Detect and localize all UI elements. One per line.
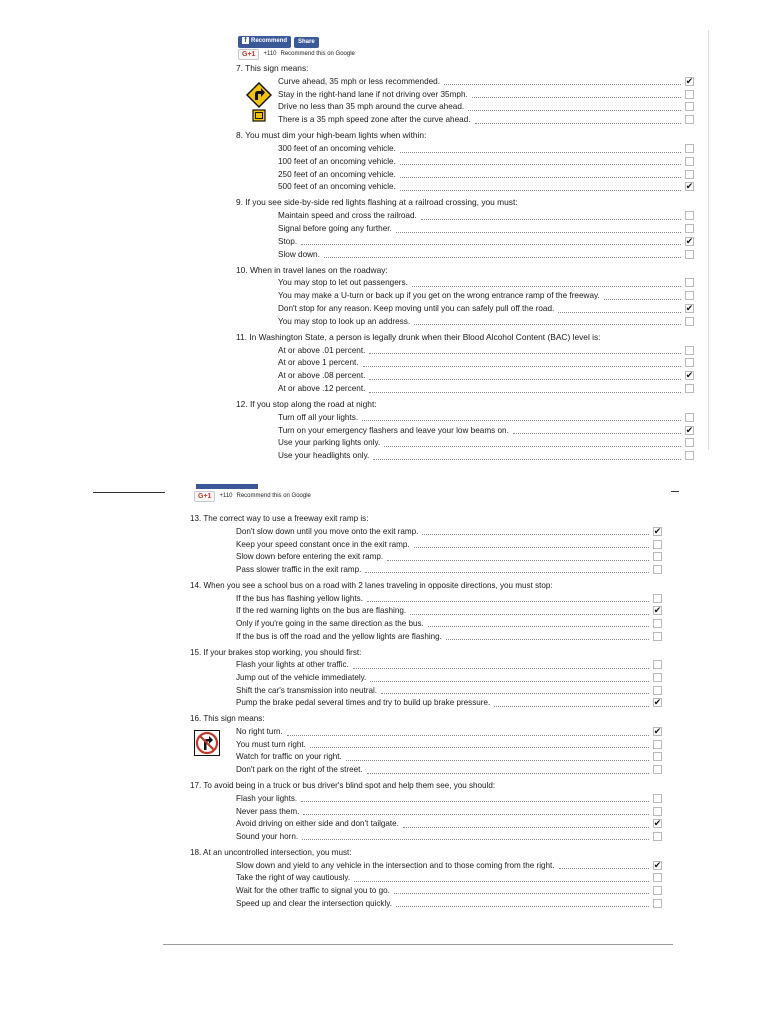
dot-leader: [412, 279, 681, 287]
answer-text: Flash your lights.: [236, 793, 298, 803]
question-block: [190, 646, 662, 710]
answer-option[interactable]: [236, 805, 662, 818]
answer-option[interactable]: [236, 550, 662, 563]
answer-text: Don't slow down until you move onto the exit ramp.: [236, 526, 419, 536]
question-title: 12. If you stop along the road at night:: [236, 398, 377, 409]
answer-text: Maintain speed and cross the railroad.: [278, 211, 417, 221]
answer-option[interactable]: [278, 155, 694, 168]
dot-leader: [414, 317, 681, 325]
answer-option[interactable]: [236, 697, 662, 710]
answer-option[interactable]: [236, 738, 662, 751]
answer-text: Stop.: [278, 236, 298, 246]
dot-leader: [400, 183, 681, 191]
question-block: [190, 846, 662, 910]
answer-text: Take the right of way cautiously.: [236, 873, 351, 883]
answer-text: Slow down.: [278, 249, 320, 259]
google-plus-text: Recommend this on Google: [236, 493, 311, 499]
question-title: 14. When you see a school bus on a road with 2 lanes traveling in opposite directions, you must stop:: [190, 580, 553, 590]
question-title: 16. This sign means:: [190, 714, 265, 724]
answer-text: Flash your lights at other traffic.: [236, 660, 349, 670]
answer-text: If the bus is off the road and the yellow lights are flashing.: [236, 631, 442, 641]
answer-option[interactable]: [236, 630, 662, 643]
answer-text: Signal before going any further.: [278, 224, 392, 234]
answer-option[interactable]: [278, 101, 694, 114]
answer-option[interactable]: [278, 344, 694, 357]
cropped-social-bar: [196, 484, 258, 489]
dot-leader: [444, 77, 681, 85]
checked-checkbox[interactable]: [653, 727, 662, 736]
answer-option[interactable]: [278, 424, 694, 437]
answer-option[interactable]: [236, 884, 662, 897]
answer-option[interactable]: [236, 592, 662, 605]
social-buttons: [238, 36, 694, 48]
facebook-icon: f: [242, 37, 249, 44]
dot-leader: [367, 594, 649, 602]
dot-leader: [370, 674, 649, 682]
checked-checkbox[interactable]: [685, 304, 694, 313]
checked-checkbox[interactable]: [685, 237, 694, 246]
answer-option[interactable]: [278, 181, 694, 194]
answer-checkbox[interactable]: [685, 413, 694, 422]
question-block: [190, 712, 662, 776]
answer-text: At or above .01 percent.: [278, 345, 366, 355]
answer-option[interactable]: [278, 369, 694, 382]
answer-option[interactable]: [278, 113, 694, 126]
answer-checkbox[interactable]: [653, 594, 662, 603]
answer-checkbox[interactable]: [653, 832, 662, 841]
dot-leader: [301, 794, 649, 802]
answer-option[interactable]: [278, 437, 694, 450]
answer-checkbox[interactable]: [653, 794, 662, 803]
answer-checkbox[interactable]: [685, 102, 694, 111]
answer-option[interactable]: [278, 248, 694, 261]
answer-text: Only if you're going in the same direction as the bus.: [236, 618, 424, 628]
dot-leader: [367, 766, 649, 774]
dot-leader: [403, 820, 649, 828]
google-plus-button[interactable]: G+1: [238, 49, 259, 60]
question-block: [236, 62, 694, 126]
google-plus-count: +110: [219, 493, 233, 499]
dot-leader: [410, 607, 649, 615]
answer-checkbox[interactable]: [653, 752, 662, 761]
question-title: 9. If you see side-by-side red lights flashing at a railroad crossing, you must:: [236, 197, 518, 208]
checked-checkbox[interactable]: [653, 606, 662, 615]
checked-checkbox[interactable]: [653, 698, 662, 707]
answer-list: [236, 75, 694, 126]
answer-checkbox[interactable]: [653, 552, 662, 561]
answer-list: [236, 142, 694, 193]
checked-checkbox[interactable]: [685, 426, 694, 435]
dot-leader: [369, 385, 681, 393]
answer-text: At or above .12 percent.: [278, 384, 366, 394]
answer-checkbox[interactable]: [685, 278, 694, 287]
checked-checkbox[interactable]: [685, 77, 694, 86]
answer-text: There is a 35 mph speed zone after the curve ahead.: [278, 115, 471, 125]
google-plus-count: +110: [263, 51, 277, 57]
question-block: [236, 331, 694, 395]
answer-checkbox[interactable]: [653, 565, 662, 574]
answer-text: You may stop to look up an address.: [278, 316, 411, 326]
answer-text: Keep your speed constant once in the exit ramp.: [236, 539, 410, 549]
dot-leader: [369, 372, 681, 380]
answer-text: 300 feet of an oncoming vehicle.: [278, 144, 396, 154]
answer-text: 100 feet of an oncoming vehicle.: [278, 156, 396, 166]
dot-leader: [428, 619, 649, 627]
dot-leader: [558, 305, 681, 313]
answer-option[interactable]: [278, 88, 694, 101]
answer-checkbox[interactable]: [685, 250, 694, 259]
answer-text: Use your parking lights only.: [278, 438, 381, 448]
answer-option[interactable]: [236, 659, 662, 672]
answer-option[interactable]: [236, 871, 662, 884]
answer-text: Speed up and clear the intersection quickly.: [236, 898, 392, 908]
answer-option[interactable]: [236, 859, 662, 872]
answer-checkbox[interactable]: [685, 170, 694, 179]
answer-checkbox[interactable]: [685, 384, 694, 393]
question-title: 10. When in travel lanes on the roadway:: [236, 264, 388, 275]
dot-leader: [422, 527, 649, 535]
dot-leader: [472, 90, 681, 98]
dot-leader: [414, 540, 649, 548]
answer-option[interactable]: [278, 277, 694, 290]
answer-text: Turn off all your lights.: [278, 412, 359, 422]
answer-text: Slow down and yield to any vehicle in the intersection and to those coming from the right.: [236, 860, 555, 870]
question-title: 15. If your brakes stop working, you should first:: [190, 647, 362, 657]
question-block: [236, 129, 694, 193]
question-block: [236, 196, 694, 260]
dot-leader: [494, 699, 649, 707]
answer-checkbox[interactable]: [653, 873, 662, 882]
answer-option[interactable]: [278, 289, 694, 302]
dot-leader: [303, 807, 649, 815]
dot-leader: [468, 103, 681, 111]
google-plus-row: [194, 490, 662, 502]
answer-text: Don't park on the right of the street.: [236, 765, 363, 775]
answer-checkbox[interactable]: [653, 686, 662, 695]
answer-text: You may stop to let out passengers.: [278, 278, 408, 288]
google-plus-button[interactable]: G+1: [194, 491, 215, 502]
answer-list: [190, 525, 662, 576]
answer-option[interactable]: [278, 168, 694, 181]
dot-leader: [373, 452, 681, 460]
checked-checkbox[interactable]: [685, 182, 694, 191]
answer-checkbox[interactable]: [685, 224, 694, 233]
answer-list: [236, 277, 694, 328]
answer-option[interactable]: [278, 209, 694, 222]
answer-checkbox[interactable]: [653, 540, 662, 549]
answer-checkbox[interactable]: [653, 740, 662, 749]
question-block: [190, 579, 662, 643]
dot-leader: [346, 753, 649, 761]
answer-checkbox[interactable]: [653, 899, 662, 908]
dot-leader: [363, 359, 681, 367]
google-plus-row: [238, 48, 694, 60]
dot-leader: [475, 116, 681, 124]
answer-option[interactable]: [236, 725, 662, 738]
bottom-rule: [163, 944, 673, 945]
facebook-recommend-button[interactable]: f Recommend: [238, 36, 291, 47]
answer-text: Stay in the right-hand lane if not driving over 35mph.: [278, 89, 468, 99]
dot-leader: [400, 145, 681, 153]
answer-option[interactable]: [236, 671, 662, 684]
dot-leader: [421, 212, 681, 220]
answer-option[interactable]: [278, 382, 694, 395]
answer-list: [236, 209, 694, 260]
question-block: [236, 264, 694, 328]
answer-text: If the red warning lights on the bus are flashing.: [236, 606, 407, 616]
answer-checkbox[interactable]: [653, 807, 662, 816]
dot-leader: [396, 899, 649, 907]
answer-option[interactable]: [278, 222, 694, 235]
answer-option[interactable]: [236, 763, 662, 776]
dot-leader: [604, 292, 681, 300]
answer-text: Pass slower traffic in the exit ramp.: [236, 564, 362, 574]
answer-list: [190, 659, 662, 710]
answer-option[interactable]: [236, 525, 662, 538]
dot-leader: [365, 565, 649, 573]
answer-checkbox[interactable]: [653, 886, 662, 895]
answer-checkbox[interactable]: [653, 619, 662, 628]
checked-checkbox[interactable]: [653, 861, 662, 870]
dot-leader: [381, 686, 649, 694]
dot-leader: [446, 632, 649, 640]
answer-text: Jump out of the vehicle immediately.: [236, 673, 367, 683]
answer-option[interactable]: [236, 538, 662, 551]
question-list-bottom: [190, 512, 662, 910]
answer-text: Curve ahead, 35 mph or less recommended.: [278, 76, 441, 86]
quiz-panel-top: [226, 36, 694, 462]
google-plus-text: Recommend this on Google: [280, 51, 355, 57]
answer-option[interactable]: [236, 830, 662, 843]
answer-option[interactable]: [236, 792, 662, 805]
answer-option[interactable]: [236, 563, 662, 576]
answer-option[interactable]: [278, 235, 694, 248]
answer-checkbox[interactable]: [685, 157, 694, 166]
answer-checkbox[interactable]: [685, 115, 694, 124]
dot-leader: [302, 832, 649, 840]
answer-text: Shift the car's transmission into neutral.: [236, 685, 378, 695]
dot-leader: [287, 728, 649, 736]
dot-leader: [362, 413, 681, 421]
answer-text: No right turn.: [236, 727, 283, 737]
dot-leader: [513, 426, 681, 434]
checked-checkbox[interactable]: [653, 819, 662, 828]
question-title: 18. At an uncontrolled intersection, you must:: [190, 847, 352, 857]
answer-text: If the bus has flashing yellow lights.: [236, 593, 363, 603]
answer-option[interactable]: [236, 617, 662, 630]
answer-option[interactable]: [278, 142, 694, 155]
page-edge-line: [708, 30, 709, 450]
answer-text: 250 feet of an oncoming vehicle.: [278, 169, 396, 179]
answer-list: [190, 792, 662, 843]
question-block: [190, 779, 662, 843]
answer-list: [190, 592, 662, 643]
answer-option[interactable]: [278, 449, 694, 462]
dot-leader: [400, 170, 681, 178]
answer-text: You must turn right.: [236, 739, 306, 749]
checked-checkbox[interactable]: [685, 371, 694, 380]
answer-text: Use your headlights only.: [278, 451, 370, 461]
dot-leader: [396, 225, 681, 233]
dot-leader: [384, 439, 681, 447]
dot-leader: [400, 157, 681, 165]
question-block: [190, 512, 662, 576]
dot-leader: [559, 861, 649, 869]
question-title: 11. In Washington State, a person is legally drunk when their Blood Alcohol Content (BAC) level is:: [236, 331, 601, 342]
divider-right: [671, 491, 679, 492]
answer-checkbox[interactable]: [653, 673, 662, 682]
question-block: [236, 398, 694, 462]
answer-option[interactable]: [236, 897, 662, 910]
dot-leader: [387, 553, 649, 561]
question-title: 8. You must dim your high-beam lights when within:: [236, 130, 427, 141]
question-title: 13. The correct way to use a freeway exit ramp is:: [190, 514, 369, 523]
answer-checkbox[interactable]: [685, 358, 694, 367]
question-title: 7. This sign means:: [236, 63, 309, 73]
checked-checkbox[interactable]: [653, 527, 662, 536]
dot-leader: [310, 740, 649, 748]
answer-list: [236, 411, 694, 462]
answer-checkbox[interactable]: [653, 660, 662, 669]
answer-text: Slow down before entering the exit ramp.: [236, 552, 384, 562]
answer-text: At or above 1 percent.: [278, 358, 359, 368]
answer-checkbox[interactable]: [685, 144, 694, 153]
dot-leader: [369, 346, 681, 354]
answer-checkbox[interactable]: [685, 451, 694, 460]
answer-option[interactable]: [278, 315, 694, 328]
answer-option[interactable]: [236, 684, 662, 697]
dot-leader: [301, 237, 681, 245]
answer-text: Avoid driving on either side and don't tailgate.: [236, 819, 399, 829]
answer-checkbox[interactable]: [653, 632, 662, 641]
answer-list: [190, 725, 662, 776]
answer-checkbox[interactable]: [653, 765, 662, 774]
answer-option[interactable]: [236, 817, 662, 830]
answer-text: Watch for traffic on your right.: [236, 752, 342, 762]
answer-text: Never pass them.: [236, 806, 300, 816]
answer-text: Wait for the other traffic to signal you to go.: [236, 885, 390, 895]
answer-checkbox[interactable]: [685, 346, 694, 355]
answer-option[interactable]: [278, 357, 694, 370]
answer-option[interactable]: [236, 604, 662, 617]
answer-option[interactable]: [278, 75, 694, 88]
answer-list: [236, 344, 694, 395]
dot-leader: [354, 874, 649, 882]
question-list-top: [236, 62, 694, 462]
answer-checkbox[interactable]: [685, 438, 694, 447]
answer-text: At or above .08 percent.: [278, 371, 366, 381]
answer-list: [190, 859, 662, 910]
divider-left: [93, 492, 165, 493]
answer-checkbox[interactable]: [685, 317, 694, 326]
answer-text: Don't stop for any reason. Keep moving until you can safely pull off the road.: [278, 304, 555, 314]
dot-leader: [324, 250, 681, 258]
answer-text: Sound your horn.: [236, 831, 299, 841]
question-title: 17. To avoid being in a truck or bus driver's blind spot and help them see, you should:: [190, 781, 496, 790]
answer-text: 500 feet of an oncoming vehicle.: [278, 182, 396, 192]
answer-option[interactable]: [278, 411, 694, 424]
answer-text: You may make a U-turn or back up if you get on the wrong entrance ramp of the freeway.: [278, 291, 600, 301]
answer-text: Turn on your emergency flashers and leave your low beams on.: [278, 425, 509, 435]
dot-leader: [353, 661, 649, 669]
answer-text: Drive no less than 35 mph around the curve ahead.: [278, 102, 465, 112]
facebook-share-button[interactable]: Share: [294, 37, 319, 48]
dot-leader: [394, 886, 649, 894]
answer-option[interactable]: [278, 302, 694, 315]
answer-text: Pump the brake pedal several times and try to build up brake pressure.: [236, 698, 491, 708]
answer-option[interactable]: [236, 751, 662, 764]
answer-checkbox[interactable]: [685, 291, 694, 300]
answer-checkbox[interactable]: [685, 90, 694, 99]
answer-checkbox[interactable]: [685, 211, 694, 220]
quiz-panel-bottom: [190, 490, 662, 910]
